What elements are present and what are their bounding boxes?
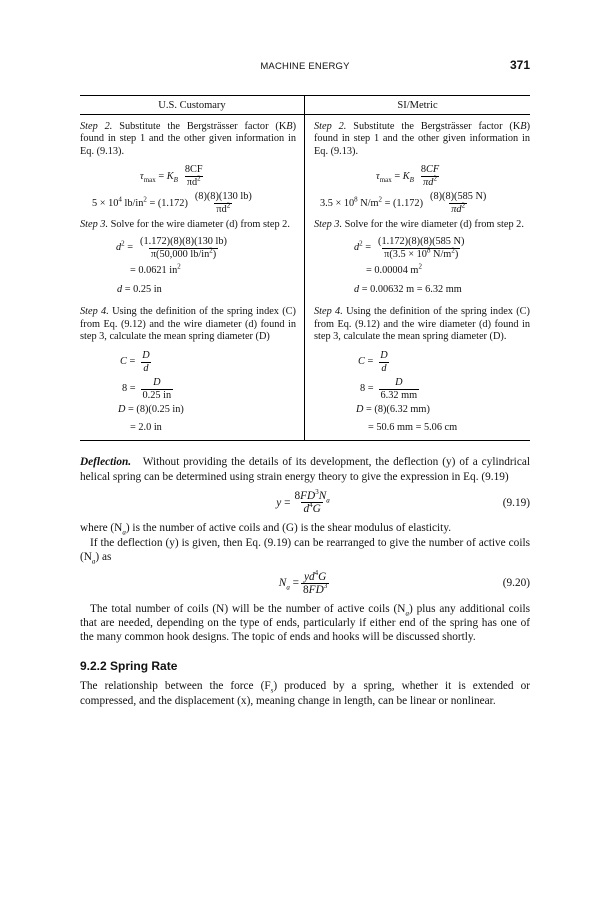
result-d-squared-si: = 0.00004 $m^2$ [366,262,422,276]
column-title-si: SI/Metric [397,100,438,111]
equation-9-20: $N_a$ = $\frac{yd^4G}{8FD^3}$ (9.20) [278,568,530,596]
equation-substituted-si: $3.5 \times 10^8$ $N/m^2 = (1.172)$ $\frac{(8)(8)(585 N)}{\pi d^2}$ [320,191,487,216]
paragraph-where: where $(N_a)$ is the number of active coils and (G) is the shear modulus of elasticity. [80,522,452,537]
column-us-customary [80,115,305,440]
equation-9-19: y = $\frac{8FD^3N_a}{d^4G}$ (9.19) [276,488,530,516]
step3-text: Step 3. Solve for the wire diameter (d) from step 2. [80,219,290,231]
equation-substituted: $5 \times 10^4$ $lb/in^2 = (1.172)$ $\frac{(8)(8)(130 lb)}{\pi d^2}$ [92,191,252,216]
result-D-si: = 50.6 mm = 5.06 cm [368,422,458,434]
step4-text-si: Step 4. Using the definition of the spring index (C) from Eq. (9.12) and the wire diameter (d) found in step 3, calculate the mean spring diameter (D). [314,306,530,343]
paragraph-if-deflection: If the deflection (y) is given, then Eq. (9.19) can be rearranged to give the number of active coils $(N_a)$ as [80,536,530,566]
equation-eight-si: 8 = $\frac{D}{6.32 mm}$ [360,376,418,401]
equation-c: C = $\frac{D}{d}$ [120,349,150,374]
equation-tau-max: $\tau_{max} = K_B$ $\frac{8CF}{\pi d^2}$ [140,164,203,189]
step3-text-si: Step 3. Solve for the wire diameter (d) from step 2. [314,219,524,231]
body-text [80,455,530,707]
result-d-squared: = 0.0621 $in^2$ [130,262,181,276]
running-head: MACHINE ENERGY [260,61,350,72]
step2-text: Step 2. Substitute the Bergsträsser factor (KB) found in step 1 and the other given information in Eq. (9.13). [80,121,297,157]
page-header [80,55,530,73]
result-d: d = 0.25 in [117,284,162,296]
step4-text: Step 4. Using the definition of the spring index (C) from Eq. (9.12) and the wire diameter (d) found in step 3, calculate the mean spring diameter (D) [80,306,296,343]
result-d-si: d = 0.00632 m = 6.32 mm [354,284,462,296]
equation-c-si: C = $\frac{D}{d}$ [358,349,388,374]
column-si-metric [305,115,530,440]
equation-d-squared: $d^2$ = $\frac{(1.172)(8)(8)(130 lb)}{\pi(50,000 lb/in^2)}$ [116,235,227,260]
equation-D-si: D = (8)(6.32 mm) [356,403,430,415]
column-title-us: U.S. Customary [80,96,305,114]
section-heading: 9.2.2 Spring Rate [80,658,178,673]
table-header [80,96,530,115]
page [80,55,530,708]
example-table [80,95,530,441]
equation-d-squared-si: $d^2$ = $\frac{(1.172)(8)(8)(585 N)}{\pi(3.5 \times 10^8 N/m^2)}$ [354,235,465,260]
equation-tau-max-si: $\tau_{max} = K_B$ $\frac{8CF}{\pi d^2}$ [376,164,440,189]
paragraph-deflection: Deflection. Without providing the details of its development, the deflection (y) of a cylindrical helical spring can be determined using strain energy theory to give the expression in Eq. (9.19) [80,456,530,483]
paragraph-spring-rate: The relationship between the force $(F_s)$ produced by a spring, whether it is extended or compressed, and the displacement (x), meaning change in length, can be linear or nonlinear. [80,680,530,707]
equation-eight: 8 = $\frac{D}{0.25 in}$ [122,376,172,401]
step2-text-si: Step 2. Substitute the Bergsträsser factor (KB) found in step 1 and the other given information in Eq. (9.13). [314,121,531,157]
paragraph-total-coils: The total number of coils (N) will be the number of active coils $(N_a)$ plus any additional coils that are needed, depending on the type of ends, particularly if either end of the spring has one of the many common hook designs. The topic of ends and hooks will be discussed shortly. [80,602,530,644]
result-D: = 2.0 in [130,422,162,434]
equation-D: D = (8)(0.25 in) [118,403,184,415]
page-number: 371 [509,58,530,72]
